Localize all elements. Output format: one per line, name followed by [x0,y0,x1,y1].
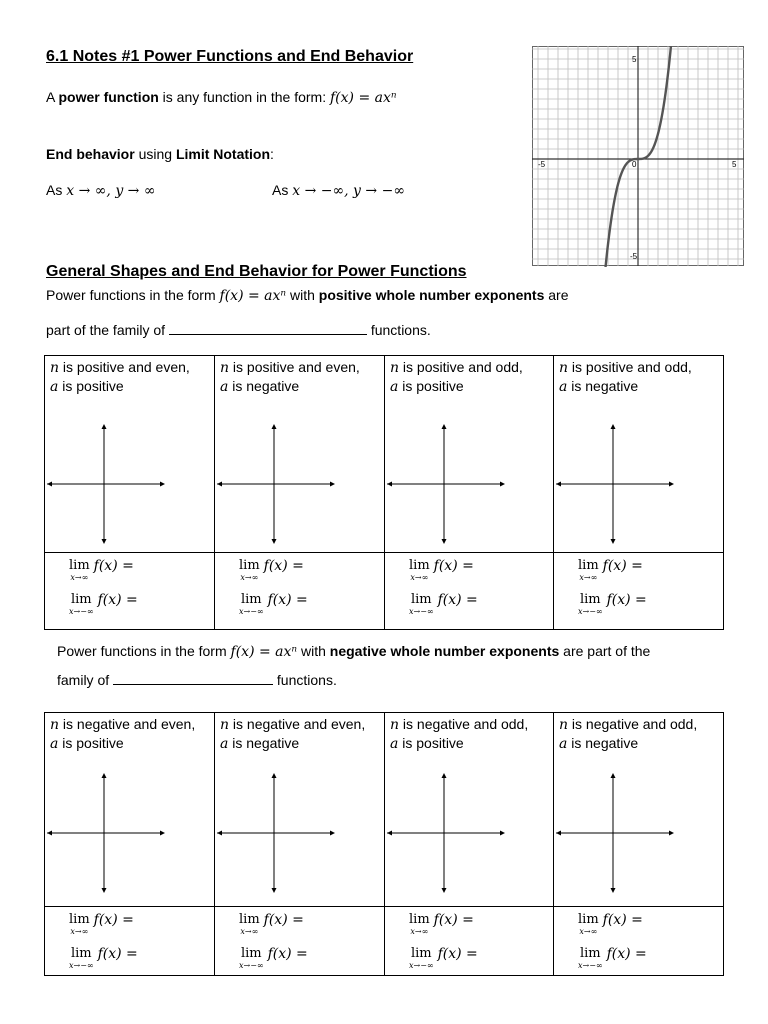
limit-expression [69,913,134,936]
neg-limits-3[interactable] [385,907,554,976]
arrow-left-icon [387,831,392,836]
arrow-left-icon [47,831,52,836]
definition-term: power function [58,89,159,105]
negative-header-row [45,713,724,907]
arrow-down-icon [442,539,447,544]
pos-cell-1 [45,356,215,553]
example-2-prefix: As [272,182,293,198]
definition-line [46,89,397,106]
example-1-expr: x → ∞, y → ∞ [66,183,156,199]
definition-prefix: A [46,89,59,105]
limit-expression [578,947,647,970]
lim-expression-text: f(x) = [602,912,643,928]
n-var: n [390,360,400,376]
arrow-right-icon [160,482,165,487]
negative-limits-row [45,907,724,976]
arrow-down-icon [442,888,447,893]
positive-exponents-line-1 [46,287,569,304]
lim-subscript: x→∞ [70,573,89,582]
pos-cell-4-header [559,358,692,396]
blank-axes[interactable] [215,771,385,897]
end-behavior-example-2 [272,182,405,199]
a-text: is negative [228,735,300,751]
lim-operator [578,559,599,582]
lim-word: lim [239,558,260,573]
lim-word: lim [70,592,92,607]
pos-line1-end: are [544,287,569,303]
negative-exponents-table [44,712,724,976]
neg-limits-1[interactable] [45,907,215,976]
neg-limits-2[interactable] [215,907,385,976]
arrow-up-icon [272,773,277,778]
arrow-up-icon [611,773,616,778]
arrow-right-icon [160,831,165,836]
neg-cell-2-header [220,715,365,753]
arrow-left-icon [387,482,392,487]
lim-word: lim [579,946,601,961]
arrow-left-icon [217,482,222,487]
arrow-up-icon [611,424,616,429]
lim-operator [409,947,434,970]
lim-expression-text: f(x) = [606,592,647,608]
neg-line1-end: are part of the [559,643,651,659]
pos-line1-prefix: Power functions in the form [46,287,220,303]
n-var: n [50,717,60,733]
arrow-right-icon [500,482,505,487]
page-title: 6.1 Notes #1 Power Functions and End Behavior [46,48,414,65]
lim-operator [69,947,94,970]
lim-word: lim [69,558,90,573]
blank-axes[interactable] [554,771,724,897]
arrow-down-icon [102,888,107,893]
n-text: is negative and even, [229,716,366,732]
arrow-down-icon [611,539,616,544]
limit-expression [409,559,474,582]
definition-formula: f(x) = axⁿ [330,90,397,106]
end-behavior-label [46,146,274,162]
arrow-down-icon [611,888,616,893]
limit-expression [69,593,138,616]
positive-header-row [45,356,724,553]
neg-line1-bold: negative whole number exponents [329,643,560,659]
n-var: n [50,360,60,376]
lim-expression-text: f(x) = [263,912,304,928]
arrow-up-icon [102,773,107,778]
lim-subscript: x→∞ [240,927,259,936]
lim-subscript: x→−∞ [409,607,434,616]
end-behavior-mid: using [134,146,176,162]
n-var: n [390,717,400,733]
lim-subscript: x→−∞ [409,961,434,970]
lim-operator [578,947,603,970]
n-text: is positive and odd, [399,359,523,375]
blank-axes[interactable] [215,422,385,548]
definition-middle: is any function in the form: [158,89,330,105]
lim-operator [409,913,430,936]
lim-expression-text: f(x) = [97,592,138,608]
lim-word: lim [240,592,262,607]
arrow-down-icon [102,539,107,544]
a-text: is negative [567,735,639,751]
limit-expression [409,593,478,616]
lim-word: lim [579,592,601,607]
neg-cell-3 [385,713,554,907]
lim-subscript: x→−∞ [239,607,264,616]
lim-subscript: x→−∞ [578,961,603,970]
arrow-up-icon [272,424,277,429]
limit-expression [69,947,138,970]
arrow-left-icon [556,831,561,836]
lim-word: lim [240,946,262,961]
tick-label-origin: 0 [632,160,637,169]
lim-expression-text: f(x) = [433,912,474,928]
lim-operator [409,559,430,582]
n-var: n [220,717,230,733]
lim-subscript: x→∞ [579,927,598,936]
limit-notation-bold: Limit Notation [175,146,271,162]
pos-line2-prefix: part of the family of [46,322,169,338]
negative-exponents-line-1 [57,643,650,660]
pos-formula: f(x) = axⁿ [219,288,287,304]
blank-axes[interactable] [385,422,554,548]
end-behavior-bold: End behavior [46,146,135,162]
a-text: is positive [58,735,124,751]
neg-line1-prefix: Power functions in the form [57,643,231,659]
lim-word: lim [410,946,432,961]
lim-subscript: x→∞ [410,573,429,582]
a-var: a [50,736,59,752]
neg-cell-3-header [390,715,528,753]
lim-expression-text: f(x) = [93,912,134,928]
arrow-up-icon [442,773,447,778]
lim-expression-text: f(x) = [263,558,304,574]
a-var: a [559,379,568,395]
n-var: n [559,360,569,376]
lim-expression-text: f(x) = [97,946,138,962]
a-var: a [50,379,59,395]
neg-cell-2 [215,713,385,907]
a-var: a [390,379,399,395]
a-text: is negative [567,378,639,394]
a-text: is negative [228,378,300,394]
arrow-down-icon [272,888,277,893]
blank-axes[interactable] [45,422,215,548]
arrow-right-icon [669,482,674,487]
neg-cell-1-header [50,715,195,753]
family-blank-negative[interactable] [113,671,273,685]
arrow-left-icon [47,482,52,487]
lim-subscript: x→−∞ [578,607,603,616]
lim-expression-text: f(x) = [433,558,474,574]
arrow-up-icon [102,424,107,429]
arrow-left-icon [556,482,561,487]
section-title: General Shapes and End Behavior for Power Functions [46,263,467,280]
limit-expression [578,593,647,616]
pos-cell-3 [385,356,554,553]
lim-subscript: x→∞ [240,573,259,582]
lim-subscript: x→∞ [579,573,598,582]
arrow-right-icon [330,482,335,487]
limit-expression [239,913,304,936]
example-2-expr: x → −∞, y → −∞ [292,183,405,199]
lim-word: lim [409,912,430,927]
lim-operator [69,593,94,616]
pos-cell-3-header [390,358,523,396]
tick-label-x-right: 5 [732,160,737,169]
a-var: a [390,736,399,752]
n-text: is positive and even, [229,359,360,375]
lim-word: lim [409,558,430,573]
end-behavior-example-1 [46,182,156,199]
pos-cell-4 [554,356,724,553]
n-text: is negative and odd, [568,716,698,732]
lim-subscript: x→−∞ [69,607,94,616]
lim-subscript: x→−∞ [69,961,94,970]
limit-expression [578,559,643,582]
n-text: is positive and even, [59,359,190,375]
blank-axes[interactable] [385,771,554,897]
arrow-up-icon [442,424,447,429]
lim-operator [239,913,260,936]
pos-limits-2[interactable] [215,553,385,630]
cubic-graph [532,46,745,267]
lim-expression-text: f(x) = [93,558,134,574]
neg-line2-end: functions. [273,672,337,688]
positive-limits-row [45,553,724,630]
lim-expression-text: f(x) = [267,592,308,608]
lim-expression-text: f(x) = [437,946,478,962]
lim-operator [69,913,90,936]
lim-subscript: x→∞ [70,927,89,936]
pos-cell-2-header [220,358,360,396]
neg-formula: f(x) = axⁿ [230,644,298,660]
lim-word: lim [239,912,260,927]
arrow-down-icon [272,539,277,544]
pos-line1-bold: positive whole number exponents [318,287,545,303]
neg-limits-4[interactable] [554,907,724,976]
limit-expression [409,913,474,936]
lim-operator [578,593,603,616]
a-text: is positive [58,378,124,394]
lim-word: lim [69,912,90,927]
a-var: a [559,736,568,752]
blank-axes[interactable] [554,422,724,548]
a-text: is positive [398,735,464,751]
pos-cell-1-header [50,358,190,396]
limit-expression [239,593,308,616]
a-var: a [220,736,229,752]
limit-expression [69,559,134,582]
neg-cell-4-header [559,715,697,753]
family-blank-positive[interactable] [169,321,367,335]
limit-expression [578,913,643,936]
lim-operator [239,593,264,616]
lim-word: lim [578,558,599,573]
a-var: a [220,379,229,395]
a-text: is positive [398,378,464,394]
lim-operator [239,559,260,582]
neg-line1-mid: with [297,643,330,659]
pos-limits-4[interactable] [554,553,724,630]
lim-operator [69,559,90,582]
arrow-right-icon [330,831,335,836]
end-behavior-colon: : [270,146,274,162]
arrow-right-icon [500,831,505,836]
pos-cell-2 [215,356,385,553]
limit-expression [239,559,304,582]
lim-word: lim [410,592,432,607]
pos-line1-mid: with [286,287,319,303]
neg-cell-4 [554,713,724,907]
arrow-right-icon [669,831,674,836]
tick-label-x-left: -5 [538,160,546,169]
pos-line2-end: functions. [366,322,431,338]
lim-word: lim [70,946,92,961]
pos-limits-1[interactable] [45,553,215,630]
negative-exponents-line-2 [57,671,337,688]
n-text: is negative and even, [59,716,196,732]
lim-word: lim [578,912,599,927]
n-var: n [559,717,569,733]
positive-exponents-line-2 [46,321,431,338]
arrow-left-icon [217,831,222,836]
tick-label-y-top: 5 [632,55,637,64]
n-text: is negative and odd, [399,716,529,732]
neg-cell-1 [45,713,215,907]
pos-limits-3[interactable] [385,553,554,630]
n-text: is positive and odd, [568,359,692,375]
lim-operator [578,913,599,936]
positive-exponents-table [44,355,724,630]
lim-expression-text: f(x) = [602,558,643,574]
tick-label-y-bottom: -5 [630,252,638,261]
lim-operator [409,593,434,616]
lim-operator [239,947,264,970]
example-1-prefix: As [46,182,67,198]
lim-expression-text: f(x) = [606,946,647,962]
n-var: n [220,360,230,376]
neg-line2-prefix: family of [57,672,114,688]
blank-axes[interactable] [45,771,215,897]
lim-subscript: x→−∞ [239,961,264,970]
limit-expression [409,947,478,970]
limit-expression [239,947,308,970]
lim-expression-text: f(x) = [437,592,478,608]
lim-expression-text: f(x) = [267,946,308,962]
lim-subscript: x→∞ [410,927,429,936]
